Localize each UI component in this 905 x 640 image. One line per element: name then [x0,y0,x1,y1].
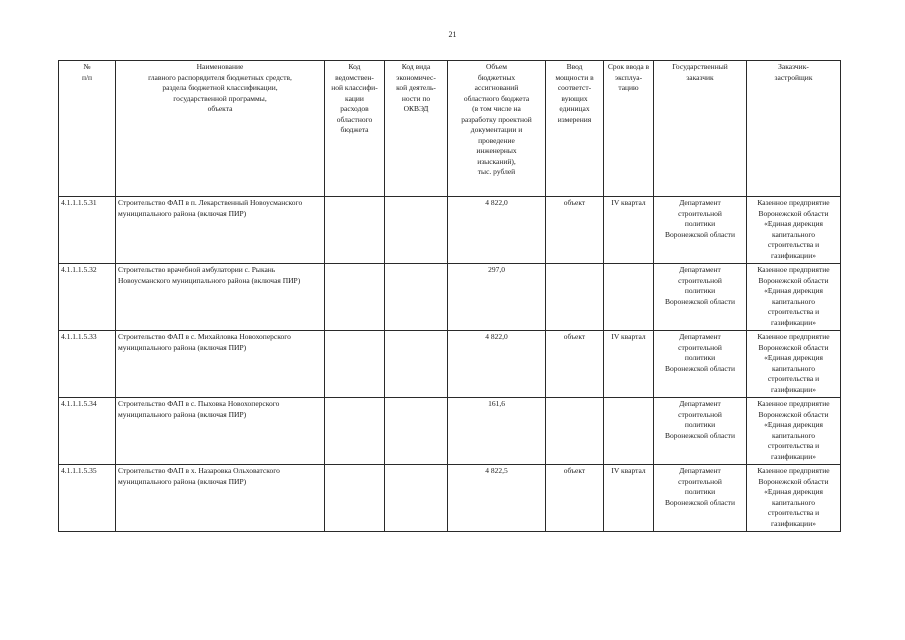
row-developer: Казенное предприятие Воронежской области «Единая дирекция капитального строительства и газификации» [747,331,841,398]
row-number: 4.1.1.1.5.34 [59,398,116,465]
table-row [59,197,841,264]
row-okved-code [385,264,448,331]
row-object-name: Строительство ФАП в с. Пыховка Новохоперского муниципального района (включая ПИР) [116,398,325,465]
row-state-customer: Департамент строительной политики Воронежской области [654,398,747,465]
header-name: Наименование главного распорядителя бюджетных средств, раздела бюджетной классификации, государственной программы, объекта [116,61,325,197]
row-budget-amount: 161,6 [448,398,546,465]
row-okved-code [385,197,448,264]
header-capacity: Ввод мощности в соответст- вующих единицах измерения [546,61,604,197]
budget-table [58,60,841,532]
header-developer: Заказчик- застройщик [747,61,841,197]
row-number: 4.1.1.1.5.33 [59,331,116,398]
table-header-row [59,61,841,197]
row-commission-term: IV квартал [604,465,654,532]
row-developer: Казенное предприятие Воронежской области «Единая дирекция капитального строительства и газификации» [747,197,841,264]
row-state-customer: Департамент строительной политики Воронежской области [654,331,747,398]
row-number: 4.1.1.1.5.31 [59,197,116,264]
row-state-customer: Департамент строительной политики Воронежской области [654,264,747,331]
row-state-customer: Департамент строительной политики Воронежской области [654,465,747,532]
row-budget-amount: 4 822,5 [448,465,546,532]
row-capacity: объект [546,465,604,532]
row-dept-code [325,465,385,532]
header-okved-code: Код вида экономичес- кой деятель- ности по ОКВЭД [385,61,448,197]
row-dept-code [325,264,385,331]
row-budget-amount: 297,0 [448,264,546,331]
row-object-name: Строительство ФАП в с. Михайловка Новохоперского муниципального района (включая ПИР) [116,331,325,398]
header-dept-code: Код ведомствен- ной классифи- кации расходов областного бюджета [325,61,385,197]
row-okved-code [385,331,448,398]
row-commission-term: IV квартал [604,197,654,264]
row-developer: Казенное предприятие Воронежской области «Единая дирекция капитального строительства и газификации» [747,398,841,465]
table-row [59,264,841,331]
row-developer: Казенное предприятие Воронежской области «Единая дирекция капитального строительства и газификации» [747,264,841,331]
row-state-customer: Департамент строительной политики Воронежской области [654,197,747,264]
row-budget-amount: 4 822,0 [448,197,546,264]
row-capacity: объект [546,197,604,264]
row-object-name: Строительство ФАП в п. Лекарственный Новоусманского муниципального района (включая ПИР) [116,197,325,264]
row-number: 4.1.1.1.5.35 [59,465,116,532]
header-state-customer: Государственный заказчик [654,61,747,197]
header-budget-amount: Объем бюджетных ассигнований областного бюджета (в том числе на разработку проектной документации и проведение инженерных изысканий), тыс. рублей [448,61,546,197]
row-capacity: объект [546,331,604,398]
row-object-name: Строительство врачебной амбулатории с. Рыкань Новоусманского муниципального района (включая ПИР) [116,264,325,331]
row-object-name: Строительство ФАП в х. Назаровка Ольховатского муниципального района (включая ПИР) [116,465,325,532]
row-budget-amount: 4 822,0 [448,331,546,398]
row-commission-term [604,264,654,331]
table-row [59,398,841,465]
row-capacity [546,398,604,465]
page-number: 21 [448,30,457,39]
row-capacity [546,264,604,331]
row-dept-code [325,331,385,398]
row-number: 4.1.1.1.5.32 [59,264,116,331]
table-row [59,331,841,398]
table-row [59,465,841,532]
row-dept-code [325,398,385,465]
row-dept-code [325,197,385,264]
row-commission-term [604,398,654,465]
row-okved-code [385,465,448,532]
row-okved-code [385,398,448,465]
header-number: № п/п [59,61,116,197]
row-commission-term: IV квартал [604,331,654,398]
header-commission-term: Срок ввода в эксплуа- тацию [604,61,654,197]
row-developer: Казенное предприятие Воронежской области «Единая дирекция капитального строительства и газификации» [747,465,841,532]
